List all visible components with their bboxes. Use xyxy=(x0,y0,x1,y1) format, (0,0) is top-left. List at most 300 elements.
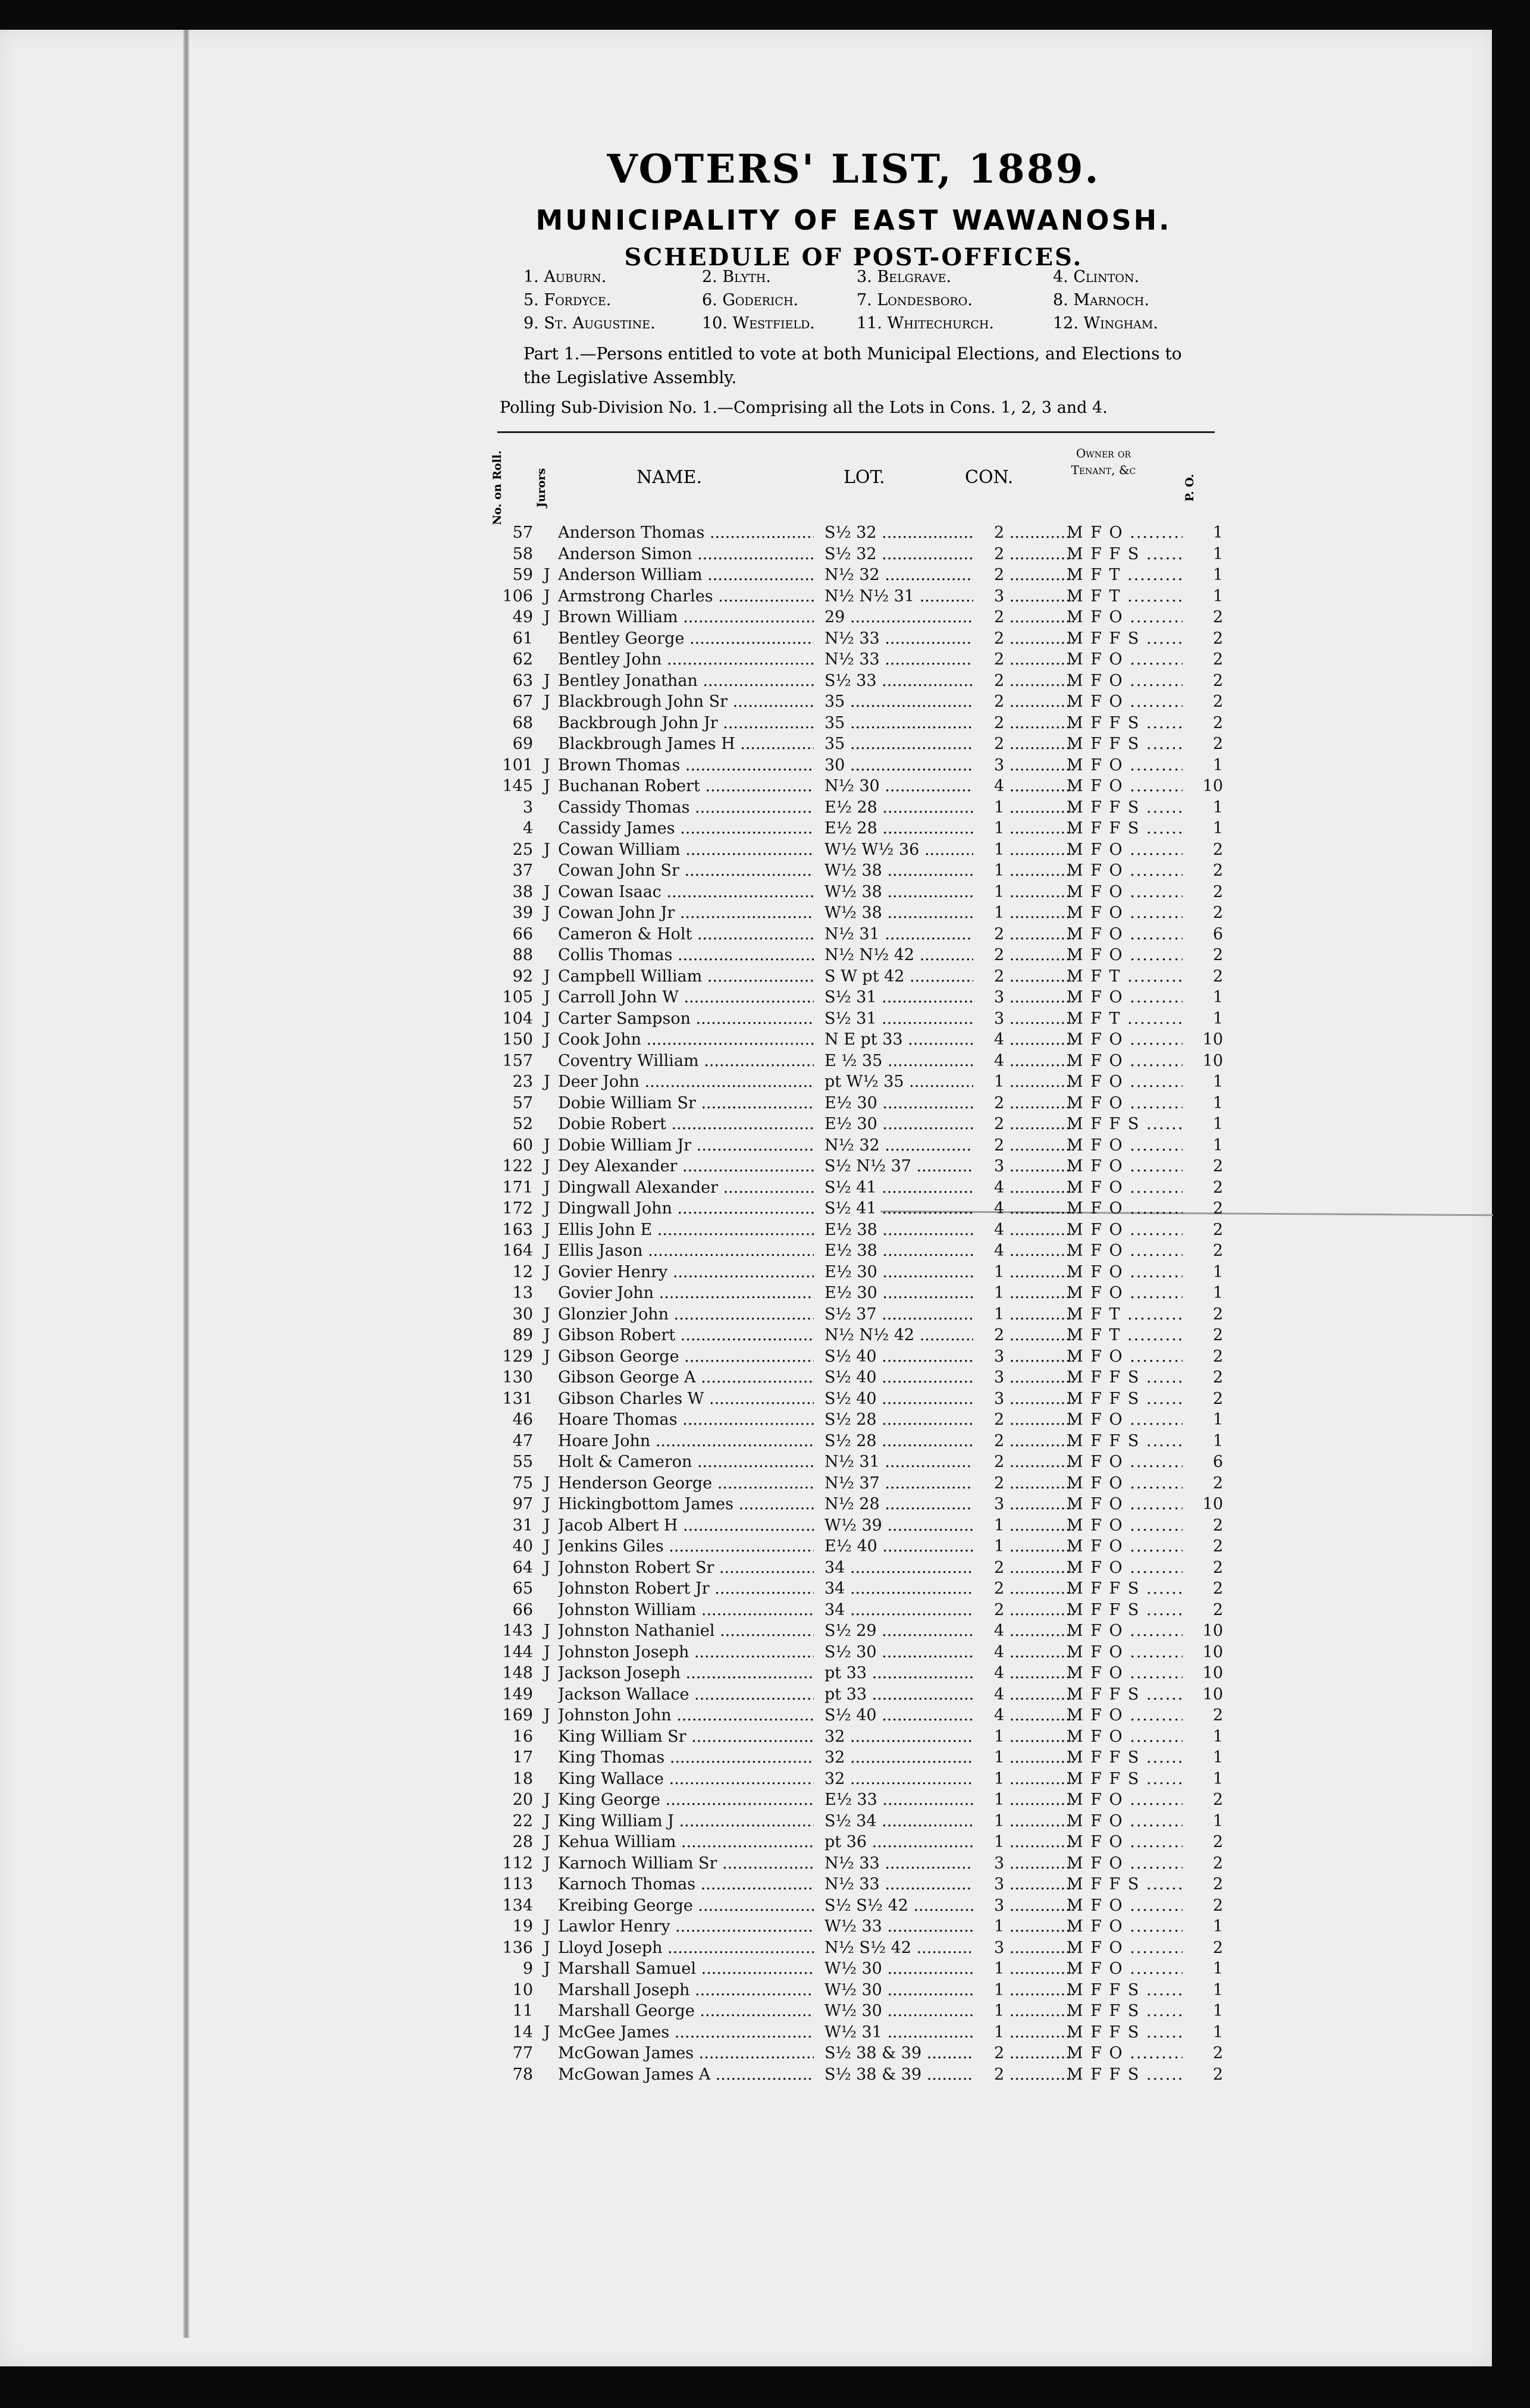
voter-name: Jenkins Giles ..... xyxy=(558,1537,814,1556)
concession: 2 ..... xyxy=(994,735,1077,753)
lot-number: S½ 28 ..... xyxy=(824,1410,973,1429)
owner-status: M F F S ..... xyxy=(1067,629,1183,648)
voter-name: Deer John ..... xyxy=(558,1073,814,1091)
concession: 3 ..... xyxy=(994,756,1077,775)
roll-number: 105 xyxy=(502,988,533,1007)
post-office-list xyxy=(523,268,1208,333)
roll-number: 3 xyxy=(522,798,533,817)
voter-name: Cameron & Holt ..... xyxy=(558,925,814,943)
concession: 2 ..... xyxy=(994,1094,1077,1112)
lot-number: S W pt 42 ..... xyxy=(824,967,973,986)
concession: 4 ..... xyxy=(994,1030,1077,1049)
owner-status: M F O ..... xyxy=(1067,1347,1183,1366)
juror-mark: J xyxy=(544,692,550,711)
juror-mark: J xyxy=(544,1495,550,1513)
juror-mark: J xyxy=(544,1220,550,1239)
roll-number: 40 xyxy=(512,1537,533,1556)
post-office-number: 1 xyxy=(1212,1959,1223,1978)
lot-number: N½ 37 ..... xyxy=(824,1474,973,1493)
voter-table xyxy=(497,523,1223,2086)
table-row xyxy=(497,798,1223,820)
lot-number: N½ 31 ..... xyxy=(824,925,973,943)
lot-number: S½ 40 ..... xyxy=(824,1390,973,1408)
lot-number: S½ 38 & 39 ..... xyxy=(824,2044,973,2062)
post-office-number: 2 xyxy=(1212,861,1223,880)
post-office-number: 1 xyxy=(1212,1769,1223,1788)
owner-status: M F O ..... xyxy=(1067,692,1183,711)
voter-name: Hoare John ..... xyxy=(558,1432,814,1450)
voter-name: Cowan John Sr ..... xyxy=(558,861,814,880)
concession: 1 ..... xyxy=(994,1537,1077,1556)
owner-status: M F T ..... xyxy=(1067,587,1183,606)
lot-number: E½ 30 ..... xyxy=(824,1115,973,1133)
lot-number: E½ 38 ..... xyxy=(824,1221,973,1239)
concession: 1 ..... xyxy=(994,1770,1077,1788)
owner-status: M F O ..... xyxy=(1067,1939,1183,1957)
voter-name: Gibson Charles W ..... xyxy=(558,1390,814,1408)
col-header-po: P. O. xyxy=(1183,474,1196,502)
voter-name: Dey Alexander ..... xyxy=(558,1157,814,1175)
roll-number: 92 xyxy=(512,967,533,986)
concession: 1 ..... xyxy=(994,1959,1077,1978)
page-title: VOTERS' LIST, 1889. xyxy=(607,146,1101,192)
lot-number: S½ 32 ..... xyxy=(824,523,973,542)
concession: 1 ..... xyxy=(994,1748,1077,1767)
roll-number: 58 xyxy=(512,544,533,563)
juror-mark: J xyxy=(544,1622,550,1640)
voter-name: Kehua William ..... xyxy=(558,1833,814,1851)
juror-mark: J xyxy=(544,608,550,626)
post-office-number: 2 xyxy=(1212,1241,1223,1260)
owner-status: M F O ..... xyxy=(1067,1812,1183,1830)
concession: 4 ..... xyxy=(994,1664,1077,1682)
table-row xyxy=(497,988,1223,1009)
post-office-number: 10 xyxy=(1202,1030,1223,1049)
table-row xyxy=(497,1241,1223,1263)
roll-number: 16 xyxy=(512,1727,533,1746)
juror-mark: J xyxy=(544,1938,550,1957)
roll-number: 145 xyxy=(502,777,533,795)
post-office-number: 1 xyxy=(1212,544,1223,563)
voter-name: King Thomas ..... xyxy=(558,1748,814,1767)
post-office-number: 2 xyxy=(1212,1875,1223,1893)
roll-number: 113 xyxy=(502,1875,533,1893)
voter-name: Jackson Wallace ..... xyxy=(558,1685,814,1704)
voter-name: Blackbrough John Sr ..... xyxy=(558,692,814,711)
post-office-number: 2 xyxy=(1212,1600,1223,1619)
concession: 3 ..... xyxy=(994,1390,1077,1408)
post-office-number: 1 xyxy=(1212,1748,1223,1767)
owner-status: M F O ..... xyxy=(1067,756,1183,775)
lot-number: S½ 32 ..... xyxy=(824,545,973,563)
post-office-number: 1 xyxy=(1212,1073,1223,1091)
table-row xyxy=(497,1432,1223,1453)
post-office-number: 1 xyxy=(1212,587,1223,606)
owner-status: M F F S ..... xyxy=(1067,1579,1183,1598)
lot-number: S½ 38 & 39 ..... xyxy=(824,2065,973,2084)
lot-number: E½ 33 ..... xyxy=(824,1791,973,1809)
voter-name: Buchanan Robert ..... xyxy=(558,777,814,795)
concession: 1 ..... xyxy=(994,883,1077,901)
roll-number: 89 xyxy=(512,1326,533,1344)
post-office-number: 1 xyxy=(1212,1262,1223,1281)
table-row xyxy=(497,904,1223,925)
owner-status: M F O ..... xyxy=(1067,1410,1183,1429)
post-office-number: 1 xyxy=(1212,1431,1223,1450)
post-office-number: 1 xyxy=(1212,1136,1223,1155)
roll-number: 22 xyxy=(512,1811,533,1830)
owner-status: M F F S ..... xyxy=(1067,1432,1183,1450)
voter-name: Dobie William Sr ..... xyxy=(558,1094,814,1112)
voter-name: Dobie Robert ..... xyxy=(558,1115,814,1133)
concession: 1 ..... xyxy=(994,819,1077,838)
owner-status: M F O ..... xyxy=(1067,946,1183,964)
post-office-item: 12. Wingham. xyxy=(1053,314,1158,333)
table-row xyxy=(497,1178,1223,1200)
concession: 2 ..... xyxy=(994,672,1077,690)
concession: 1 ..... xyxy=(994,798,1077,817)
post-office-number: 2 xyxy=(1212,1326,1223,1344)
juror-mark: J xyxy=(544,1811,550,1830)
roll-number: 18 xyxy=(512,1769,533,1788)
concession: 2 ..... xyxy=(994,1136,1077,1155)
voter-name: Marshall Joseph ..... xyxy=(558,1981,814,1999)
concession: 2 ..... xyxy=(994,2044,1077,2062)
post-office-number: 1 xyxy=(1212,523,1223,542)
juror-mark: J xyxy=(544,1326,550,1344)
owner-status: M F O ..... xyxy=(1067,1094,1183,1112)
concession: 1 ..... xyxy=(994,1305,1077,1324)
voter-name: Cowan Isaac ..... xyxy=(558,883,814,901)
roll-number: 104 xyxy=(502,1009,533,1028)
header-rule xyxy=(497,431,1215,433)
roll-number: 101 xyxy=(502,755,533,775)
post-office-number: 2 xyxy=(1212,1896,1223,1915)
lot-number: N½ N½ 42 ..... xyxy=(824,1326,973,1344)
table-row xyxy=(497,1495,1223,1516)
owner-status: M F O ..... xyxy=(1067,1959,1183,1978)
table-row xyxy=(497,608,1223,629)
concession: 2 ..... xyxy=(994,1432,1077,1450)
table-row xyxy=(497,1094,1223,1115)
voter-name: Marshall Samuel ..... xyxy=(558,1959,814,1978)
concession: 1 ..... xyxy=(994,1284,1077,1302)
post-office-number: 2 xyxy=(1212,904,1223,922)
owner-status: M F O ..... xyxy=(1067,777,1183,795)
table-row xyxy=(497,1601,1223,1622)
roll-number: 49 xyxy=(512,608,533,626)
roll-number: 19 xyxy=(512,1917,533,1936)
voter-name: Lloyd Joseph ..... xyxy=(558,1939,814,1957)
post-office-item: 8. Marnoch. xyxy=(1053,291,1149,309)
table-row xyxy=(497,1748,1223,1770)
post-office-number: 2 xyxy=(1212,1220,1223,1239)
concession: 1 ..... xyxy=(994,1727,1077,1746)
voter-name: Dobie William Jr ..... xyxy=(558,1136,814,1155)
voter-name: Johnston Joseph ..... xyxy=(558,1643,814,1661)
juror-mark: J xyxy=(544,2023,550,2042)
juror-mark: J xyxy=(544,1959,550,1978)
owner-status: M F T ..... xyxy=(1067,566,1183,584)
table-row xyxy=(497,1030,1223,1052)
lot-number: E ½ 35 ..... xyxy=(824,1052,973,1070)
owner-status: M F O ..... xyxy=(1067,1643,1183,1661)
table-row xyxy=(497,1474,1223,1495)
voter-name: Blackbrough James H ..... xyxy=(558,735,814,753)
roll-number: 66 xyxy=(512,924,533,943)
lot-number: pt 33 ..... xyxy=(824,1664,973,1682)
voter-name: Gibson George ..... xyxy=(558,1347,814,1366)
concession: 2 ..... xyxy=(994,1559,1077,1577)
table-row xyxy=(497,1390,1223,1411)
lot-number: 34 ..... xyxy=(824,1579,973,1598)
voter-name: Karnoch William Sr ..... xyxy=(558,1854,814,1873)
owner-status: M F F S ..... xyxy=(1067,1685,1183,1704)
concession: 1 ..... xyxy=(994,1516,1077,1535)
owner-status: M F O ..... xyxy=(1067,841,1183,859)
voter-name: Anderson Simon ..... xyxy=(558,545,814,563)
concession: 3 ..... xyxy=(994,587,1077,606)
lot-number: pt 36 ..... xyxy=(824,1833,973,1851)
post-office-number: 2 xyxy=(1212,1473,1223,1493)
post-office-number: 10 xyxy=(1202,1051,1223,1070)
col-header-lot: LOT. xyxy=(844,467,885,488)
post-office-number: 6 xyxy=(1212,924,1223,943)
owner-status: M F O ..... xyxy=(1067,2044,1183,2062)
voter-name: Collis Thomas ..... xyxy=(558,946,814,964)
juror-mark: J xyxy=(544,1347,550,1366)
table-row xyxy=(497,1770,1223,1791)
lot-number: N½ S½ 42 ..... xyxy=(824,1939,973,1957)
table-row xyxy=(497,1136,1223,1158)
header xyxy=(488,146,1219,271)
post-office-number: 1 xyxy=(1212,1115,1223,1133)
lot-number: W½ 31 ..... xyxy=(824,2023,973,2042)
polling-subdivision: Polling Sub-Division No. 1.—Comprising all the Lots in Cons. 1, 2, 3 and 4. xyxy=(500,399,1108,417)
table-row xyxy=(497,2002,1223,2023)
lot-number: N E pt 33 ..... xyxy=(824,1030,973,1049)
table-row xyxy=(497,523,1223,545)
roll-number: 171 xyxy=(502,1178,533,1197)
voter-name: Govier Henry ..... xyxy=(558,1263,814,1281)
owner-status: M F F S ..... xyxy=(1067,1601,1183,1619)
roll-number: 172 xyxy=(502,1199,533,1218)
concession: 3 ..... xyxy=(994,988,1077,1007)
concession: 3 ..... xyxy=(994,1939,1077,1957)
juror-mark: J xyxy=(544,988,550,1007)
owner-status: M F O ..... xyxy=(1067,608,1183,626)
table-row xyxy=(497,1939,1223,1960)
voter-name: McGowan James A ..... xyxy=(558,2065,814,2084)
roll-number: 31 xyxy=(512,1516,533,1535)
table-row xyxy=(497,1368,1223,1390)
voter-name: King William J ..... xyxy=(558,1812,814,1830)
owner-status: M F O ..... xyxy=(1067,1453,1183,1471)
lot-number: S½ 40 ..... xyxy=(824,1706,973,1725)
roll-number: 11 xyxy=(512,2002,533,2020)
post-office-number: 1 xyxy=(1212,1284,1223,1302)
roll-number: 63 xyxy=(512,671,533,690)
roll-number: 69 xyxy=(512,735,533,753)
roll-number: 122 xyxy=(502,1157,533,1175)
owner-status: M F O ..... xyxy=(1067,1537,1183,1556)
concession: 3 ..... xyxy=(994,1009,1077,1028)
voter-name: Carroll John W ..... xyxy=(558,988,814,1007)
roll-number: 75 xyxy=(512,1473,533,1493)
post-office-number: 1 xyxy=(1212,1980,1223,1999)
concession: 2 ..... xyxy=(994,1601,1077,1619)
post-office-number: 1 xyxy=(1212,1093,1223,1112)
roll-number: 60 xyxy=(512,1136,533,1155)
post-office-number: 1 xyxy=(1212,1009,1223,1028)
table-row xyxy=(497,819,1223,841)
table-row xyxy=(497,925,1223,946)
table-row xyxy=(497,1537,1223,1559)
table-row xyxy=(497,692,1223,714)
table-row xyxy=(497,587,1223,609)
juror-mark: J xyxy=(544,587,550,606)
voter-name: Gibson George A ..... xyxy=(558,1368,814,1387)
lot-number: E½ 28 ..... xyxy=(824,798,973,817)
voter-name: Kreibing George ..... xyxy=(558,1896,814,1915)
owner-status: M F F S ..... xyxy=(1067,1390,1183,1408)
owner-status: M F F S ..... xyxy=(1067,819,1183,838)
owner-status: M F F S ..... xyxy=(1067,2002,1183,2020)
lot-number: E½ 30 ..... xyxy=(824,1284,973,1302)
voter-name: Bentley George ..... xyxy=(558,629,814,648)
roll-number: 25 xyxy=(512,840,533,859)
lot-number: W½ 38 ..... xyxy=(824,883,973,901)
juror-mark: J xyxy=(544,1178,550,1197)
post-office-number: 10 xyxy=(1202,1685,1223,1704)
owner-status: M F O ..... xyxy=(1067,1727,1183,1746)
juror-mark: J xyxy=(544,755,550,775)
owner-status: M F O ..... xyxy=(1067,672,1183,690)
voter-name: Carter Sampson ..... xyxy=(558,1009,814,1028)
roll-number: 61 xyxy=(512,629,533,648)
owner-status: M F F S ..... xyxy=(1067,714,1183,732)
post-office-number: 1 xyxy=(1212,1410,1223,1429)
table-row xyxy=(497,1453,1223,1474)
owner-status: M F F S ..... xyxy=(1067,1115,1183,1133)
voter-name: Karnoch Thomas ..... xyxy=(558,1875,814,1893)
juror-mark: J xyxy=(544,1664,550,1682)
table-row xyxy=(497,714,1223,735)
table-row xyxy=(497,861,1223,883)
juror-mark: J xyxy=(544,1537,550,1556)
concession: 2 ..... xyxy=(994,1474,1077,1493)
owner-status: M F T ..... xyxy=(1067,1009,1183,1028)
lot-number: 32 ..... xyxy=(824,1770,973,1788)
table-row xyxy=(497,566,1223,587)
table-row xyxy=(497,1685,1223,1707)
post-office-number: 1 xyxy=(1212,755,1223,775)
lot-number: E½ 30 ..... xyxy=(824,1094,973,1112)
post-office-item: 1. Auburn. xyxy=(523,268,607,286)
post-office-item: 9. St. Augustine. xyxy=(523,314,656,333)
lot-number: 35 ..... xyxy=(824,714,973,732)
owner-status: M F O ..... xyxy=(1067,904,1183,922)
table-row xyxy=(497,2023,1223,2045)
lot-number: S½ S½ 42 ..... xyxy=(824,1896,973,1915)
table-row xyxy=(497,967,1223,989)
roll-number: 144 xyxy=(502,1642,533,1661)
juror-mark: J xyxy=(544,671,550,690)
post-office-number: 2 xyxy=(1212,1389,1223,1408)
roll-number: 62 xyxy=(512,650,533,669)
post-office-number: 1 xyxy=(1212,819,1223,838)
roll-number: 14 xyxy=(512,2023,533,2042)
owner-status: M F O ..... xyxy=(1067,1664,1183,1682)
lot-number: W½ 30 ..... xyxy=(824,2002,973,2020)
concession: 4 ..... xyxy=(994,1241,1077,1260)
post-office-number: 2 xyxy=(1212,946,1223,964)
lot-number: 34 ..... xyxy=(824,1601,973,1619)
lot-number: pt W½ 35 ..... xyxy=(824,1073,973,1091)
juror-mark: J xyxy=(544,1516,550,1535)
roll-number: 164 xyxy=(502,1241,533,1260)
lot-number: 35 ..... xyxy=(824,735,973,753)
lot-number: 34 ..... xyxy=(824,1559,973,1577)
owner-status: M F O ..... xyxy=(1067,1136,1183,1155)
post-office-item: 11. Whitechurch. xyxy=(857,314,995,333)
lot-number: S½ 37 ..... xyxy=(824,1305,973,1324)
post-office-number: 10 xyxy=(1202,1664,1223,1682)
owner-status: M F O ..... xyxy=(1067,988,1183,1007)
voter-name: Anderson Thomas ..... xyxy=(558,523,814,542)
col-header-con: CON. xyxy=(965,467,1014,488)
lot-number: 30 ..... xyxy=(824,756,973,775)
col-header-no-roll: No. on Roll. xyxy=(491,450,504,525)
post-office-number: 2 xyxy=(1212,882,1223,901)
table-row xyxy=(497,1009,1223,1031)
post-office-number: 2 xyxy=(1212,967,1223,986)
lot-number: N½ 31 ..... xyxy=(824,1453,973,1471)
table-row xyxy=(497,2044,1223,2065)
owner-status: M F O ..... xyxy=(1067,1284,1183,1302)
schedule-title: SCHEDULE OF POST-OFFICES. xyxy=(624,243,1083,271)
roll-number: 163 xyxy=(502,1220,533,1239)
juror-mark: J xyxy=(544,1241,550,1260)
concession: 1 ..... xyxy=(994,861,1077,880)
roll-number: 78 xyxy=(512,2065,533,2084)
fold-line xyxy=(183,30,189,2338)
lot-number: S½ 31 ..... xyxy=(824,988,973,1007)
owner-status: M F O ..... xyxy=(1067,925,1183,943)
voter-name: Johnston Robert Jr ..... xyxy=(558,1579,814,1598)
table-row xyxy=(497,841,1223,862)
roll-number: 97 xyxy=(512,1495,533,1513)
concession: 4 ..... xyxy=(994,1643,1077,1661)
table-row xyxy=(497,777,1223,798)
juror-mark: J xyxy=(544,1854,550,1873)
owner-status: M F F S ..... xyxy=(1067,798,1183,817)
roll-number: 30 xyxy=(512,1305,533,1324)
post-office-number: 2 xyxy=(1212,1368,1223,1387)
concession: 4 ..... xyxy=(994,1199,1077,1218)
owner-status: M F O ..... xyxy=(1067,1199,1183,1218)
voter-name: Coventry William ..... xyxy=(558,1052,814,1070)
table-row xyxy=(497,1263,1223,1284)
table-row xyxy=(497,1284,1223,1305)
voter-name: Armstrong Charles ..... xyxy=(558,587,814,606)
roll-number: 64 xyxy=(512,1558,533,1577)
owner-status: M F O ..... xyxy=(1067,883,1183,901)
juror-mark: J xyxy=(544,840,550,859)
concession: 1 ..... xyxy=(994,1833,1077,1851)
juror-mark: J xyxy=(544,1305,550,1324)
lot-number: N½ 28 ..... xyxy=(824,1495,973,1513)
